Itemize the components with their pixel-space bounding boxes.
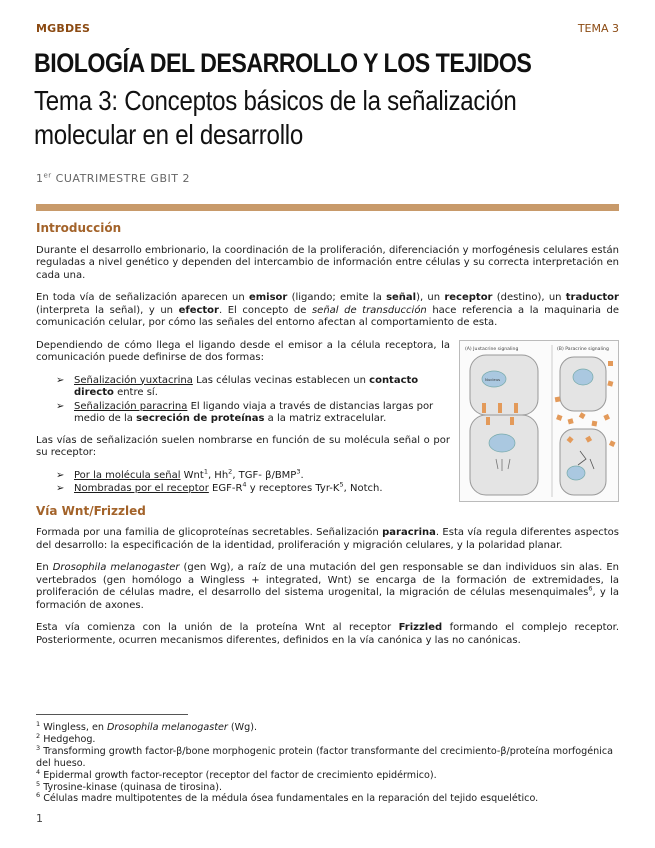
list-item: ➢ Nombradas por el receptor EGF-$R^4$ y receptores Tyr-$K^5$, Notch. (74, 483, 450, 496)
footnote: $^4$ Epidermal growth factor-receptor (receptor del factor de crecimiento epidérmico). (36, 767, 437, 781)
paragraph: Dependiendo de cómo llega el ligando desde el emisor a la célula receptora, la comunicación puede definirse de dos formas: (36, 339, 450, 363)
footnote: $^5$ Tyrosine-kinase (quinasa de tirosina). (36, 779, 223, 793)
pathway-names-list (36, 467, 450, 496)
paragraph: En toda vía de señalización aparecen un emisor (ligando; emite la señal), un receptor (destino), un traductor (interpreta la señal), y un efector. El concepto de señal de transducción hace referencia a la maquinaria de comunicación celular, por cómo las señales del entorno afectan al comportamiento de esta. (36, 292, 620, 328)
term-info: 1er CUATRIMESTRE GBIT 2 (36, 171, 190, 185)
figure-nucleus-label: Nucleus (485, 376, 501, 382)
header-course: MGBDES (36, 22, 91, 35)
paragraph: En Drosophila melanogaster (gen Wg), a raíz de una mutación del gen responsable se dan individuos sin alas. En vertebrados (gen homólogo a Wingless + integrated, Wnt) se encarga de la formación de extremidades, la proliferación de células madre, el desarrollo del sistema urogenital, la migración de células mesenquimales$^6$, y la formación de axones. (36, 562, 620, 611)
title-rule (36, 204, 619, 211)
page-number: 1 (36, 812, 43, 825)
signaling-figure (459, 340, 619, 502)
footnote: $^1$ Wingless, en Drosophila melanogaster (Wg). (36, 719, 257, 733)
paragraph: Formada por una familia de glicoproteínas secretables. Señalización paracrina. Esta vía regula diferentes aspectos del desarrollo: la especificación de la identidad, proliferación y migración celulares, y la polaridad planar. (36, 527, 619, 551)
section-heading-intro: Introducción (36, 221, 122, 235)
footnote-rule (36, 714, 188, 715)
document-title: BIOLOGÍA DEL DESARROLLO Y LOS TEJIDOS (34, 48, 532, 78)
paragraph: Las vías de señalización suelen nombrarse en función de su molécula señal o por su receptor: (36, 434, 450, 458)
footnotes (36, 719, 619, 805)
paragraph: Esta vía comienza con la unión de la proteína Wnt al receptor Frizzled formando el complejo receptor. Posteriormente, ocurren mecanismos diferentes, definidos en la vía canónica y las no canónicas. (36, 622, 619, 646)
signaling-illustration (460, 341, 618, 501)
list-item: ➢ Señalización yuxtacrina Las células vecinas establecen un contacto directo entre sí. (74, 375, 450, 400)
figure-label-b: (B) Paracrine signaling (557, 346, 609, 352)
list-item: ➢ Señalización paracrina El ligando viaja a través de distancias largas por medio de la secreción de proteínas a la matriz extracelular. (74, 401, 450, 426)
figure-label-a: (A) Juxtacrine signaling (465, 346, 519, 352)
paragraph: Durante el desarrollo embrionario, la coordinación de la proliferación, diferenciación y morfogénesis celulares están reguladas a nivel genético y dependen del intercambio de información entre células y su correcta interpretación en cada una. (36, 244, 619, 281)
section-heading-wnt: Vía Wnt/Frizzled (36, 503, 146, 518)
document-subtitle: Tema 3: Conceptos básicos de la señalización molecular en el desarrollo (34, 85, 517, 150)
signaling-types-list (36, 375, 450, 426)
header-topic: TEMA 3 (577, 22, 619, 35)
footnote: $^3$ Transforming growth factor-β/bone morphogenic protein (factor transformante del crecimiento-β/proteína morfogénica del hueso. (36, 743, 614, 769)
footnote: $^6$ Células madre multipotentes de la médula ósea fundamentales en la reparación del tejido esquelético. (36, 791, 539, 805)
signaling-block (36, 340, 619, 496)
footnote: $^2$ Hedgehog. (36, 731, 96, 745)
main-content (36, 222, 619, 657)
list-item: ➢ Por la molécula señal Wnt$^1$, Hh$^2$, TGF- β/BMP$^3$. (74, 470, 450, 483)
